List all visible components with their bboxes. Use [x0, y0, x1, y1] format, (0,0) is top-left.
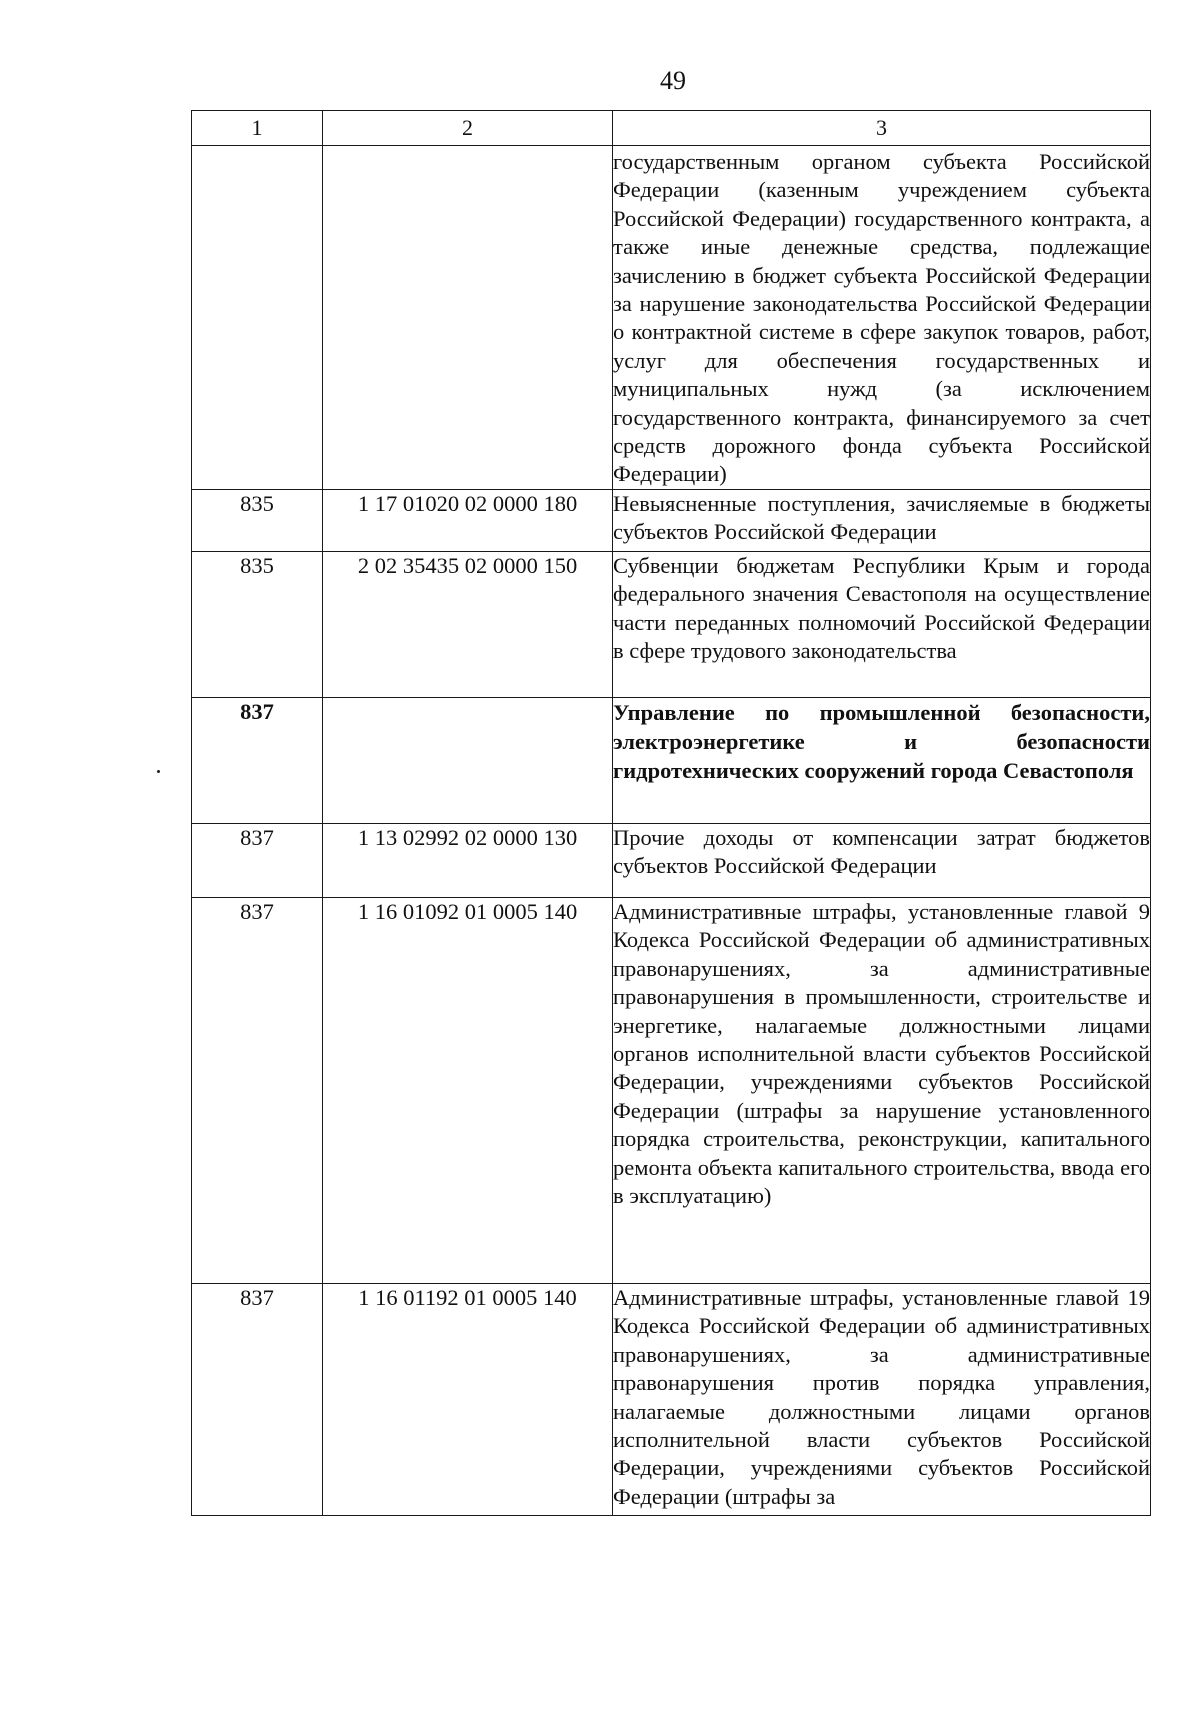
table-row [192, 897, 1151, 1283]
description-cell: Управление по промышленной безопасности, электроэнергетике и безопасности гидротехнических сооружений города Севастополя [613, 697, 1151, 823]
column-header-2: 2 [323, 111, 613, 146]
revenue-codes-table [191, 110, 1151, 1516]
column-header-1: 1 [192, 111, 323, 146]
admin-code-cell: 837 [192, 823, 323, 897]
description-cell: Административные штрафы, установленные главой 19 Кодекса Российской Федерации об административных правонарушениях, за административные правонарушения против порядка управления, налагаемые должностными лицами органов исполнительной власти субъектов Российской Федерации, учреждениями субъектов Российской Федерации (штрафы за [613, 1283, 1151, 1515]
description-cell: Прочие доходы от компенсации затрат бюджетов субъектов Российской Федерации [613, 823, 1151, 897]
income-code-cell [323, 146, 613, 490]
admin-code-cell: 837 [192, 897, 323, 1283]
income-code-cell: 1 16 01192 01 0005 140 [323, 1283, 613, 1515]
income-code-cell: 1 17 01020 02 0000 180 [323, 489, 613, 551]
admin-code-cell: 835 [192, 489, 323, 551]
income-code-cell: 1 16 01092 01 0005 140 [323, 897, 613, 1283]
column-header-3: 3 [613, 111, 1151, 146]
table-row [192, 1283, 1151, 1515]
description-cell: Субвенции бюджетам Республики Крым и города федерального значения Севастополя на осуществление части переданных полномочий Российской Федерации в сфере трудового законодательства [613, 551, 1151, 697]
table-row [192, 146, 1151, 490]
table-row [192, 489, 1151, 551]
admin-code-cell: 837 [192, 1283, 323, 1515]
table-row [192, 697, 1151, 823]
income-code-cell [323, 697, 613, 823]
admin-code-cell: 837 [192, 697, 323, 823]
income-code-cell: 2 02 35435 02 0000 150 [323, 551, 613, 697]
description-cell: Невыясненные поступления, зачисляемые в бюджеты субъектов Российской Федерации [613, 489, 1151, 551]
admin-code-cell: 835 [192, 551, 323, 697]
table-body [192, 146, 1151, 1516]
income-code-cell: 1 13 02992 02 0000 130 [323, 823, 613, 897]
page-number: 49 [660, 66, 686, 95]
stray-mark [157, 770, 160, 773]
table-row [192, 551, 1151, 697]
description-cell: государственным органом субъекта Российской Федерации (казенным учреждением субъекта Российской Федерации) государственного контракта, а также иные денежные средства, подлежащие зачислению в бюджет субъекта Российской Федерации за нарушение законодательства Российской Федерации о контрактной системе в сфере закупок товаров, работ, услуг для обеспечения государственных и муниципальных нужд (за исключением государственного контракта, финансируемого за счет средств дорожного фонда субъекта Российской Федерации) [613, 146, 1151, 490]
admin-code-cell [192, 146, 323, 490]
table-row [192, 823, 1151, 897]
description-cell: Административные штрафы, установленные главой 9 Кодекса Российской Федерации об административных правонарушениях, за административные правонарушения в промышленности, строительстве и энергетике, налагаемые должностными лицами органов исполнительной власти субъектов Российской Федерации, учреждениями субъектов Российской Федерации (штрафы за нарушение установленного порядка строительства, реконструкции, капитального ремонта объекта капитального строительства, ввода его в эксплуатацию) [613, 897, 1151, 1283]
table-header [192, 111, 1151, 146]
header-row [192, 111, 1151, 146]
